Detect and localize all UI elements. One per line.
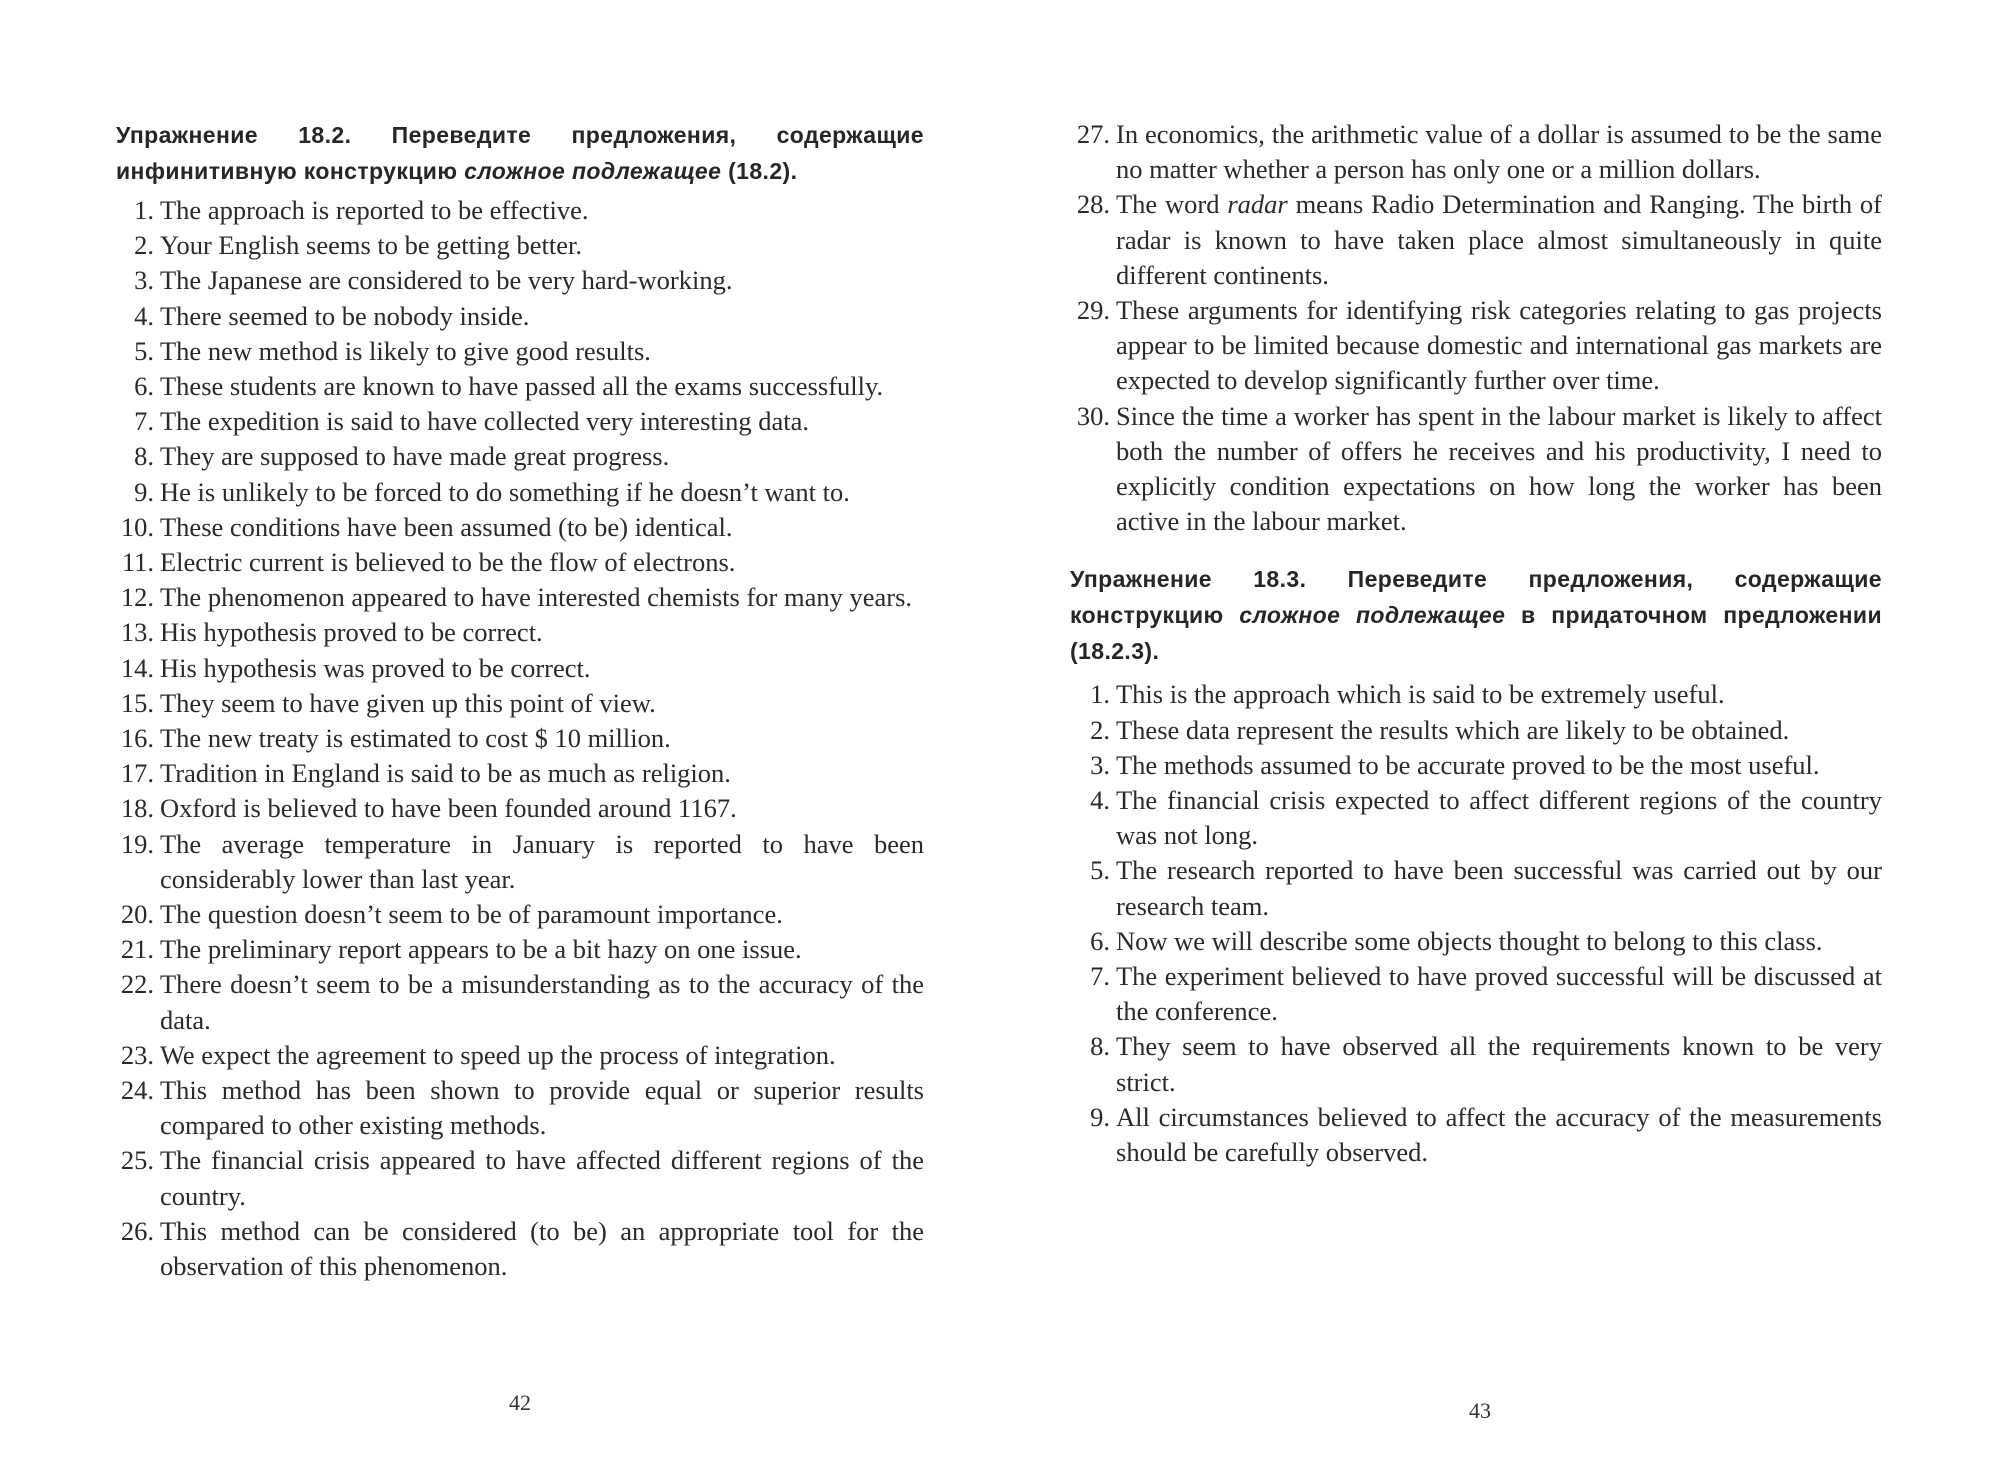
list-item [116, 475, 924, 510]
right-page [1000, 0, 2000, 1476]
item-number: 17. [120, 758, 154, 789]
item-number: 9. [1090, 1101, 1110, 1132]
item-number: 1. [134, 195, 154, 225]
item-number: 11. [121, 547, 154, 578]
item-number: 2. [1090, 714, 1110, 745]
item-text: His hypothesis proved to be correct. [160, 617, 543, 648]
item-number: 25. [120, 1145, 154, 1176]
item-text: His hypothesis was proved to be correct. [160, 652, 591, 683]
exercise-18-2-list-continued [1070, 117, 1882, 539]
heading-suffix: в придаточном предложении (18.2.3). [1070, 602, 1882, 665]
page-number-43: 43 [1469, 1398, 1491, 1423]
item-text: The phenomenon appeared to have interested chemists for many years. [160, 582, 913, 613]
list-item [116, 334, 924, 369]
exercise-18-2-list [116, 193, 924, 1284]
item-italic-term: radar [1227, 189, 1288, 220]
item-text: These arguments for identifying risk categories relating to gas projects appear to be limited because domestic and international gas markets are expected to develop significantly further over time. [1116, 295, 1882, 396]
list-item [1070, 677, 1882, 712]
item-text: Electric current is believed to be the flow of electrons. [160, 547, 736, 578]
item-number: 26. [120, 1215, 154, 1246]
list-item [116, 580, 924, 615]
list-item [1070, 1100, 1882, 1170]
item-text: They are supposed to have made great progress. [160, 441, 670, 472]
list-item [1070, 924, 1882, 959]
item-text: The research reported to have been successful was carried out by our research team. [1116, 855, 1882, 921]
item-number: 10. [120, 511, 154, 542]
item-text: The question doesn’t seem to be of paramount importance. [160, 899, 783, 930]
item-number: 3. [134, 265, 154, 296]
item-text: These conditions have been assumed (to be) identical. [160, 511, 733, 542]
item-text: The new treaty is estimated to cost $ 10 million. [160, 723, 671, 754]
item-text: This method has been shown to provide equal or superior results compared to other existing methods. [160, 1075, 924, 1141]
list-item [116, 1038, 924, 1073]
item-number: 12. [120, 582, 154, 613]
item-number: 1. [1090, 679, 1110, 710]
item-text: The Japanese are considered to be very hard-working. [160, 265, 733, 296]
item-text: The word [1116, 189, 1228, 220]
list-item [116, 967, 924, 1037]
item-text: Tradition in England is said to be as much as religion. [160, 758, 731, 789]
list-item [116, 404, 924, 439]
item-number: 7. [134, 406, 154, 437]
item-number: 30. [1076, 400, 1110, 431]
exercise-18-2-heading [116, 117, 924, 189]
item-text: The methods assumed to be accurate proved to be the most useful. [1116, 749, 1820, 780]
list-item [116, 615, 924, 650]
heading-emphasis: сложное подлежащее [1239, 602, 1506, 629]
list-item [116, 932, 924, 967]
list-item [1070, 713, 1882, 748]
list-item [116, 439, 924, 474]
list-item [116, 1214, 924, 1284]
item-number: 20. [120, 899, 154, 930]
heading-suffix: (18.2). [721, 158, 798, 184]
item-text: This is the approach which is said to be extremely useful. [1116, 679, 1725, 710]
list-item [116, 651, 924, 686]
item-number: 4. [134, 300, 154, 331]
item-number: 16. [120, 723, 154, 754]
item-number: 28. [1076, 189, 1110, 220]
list-item [116, 897, 924, 932]
item-text: Your English seems to be getting better. [160, 230, 583, 261]
item-number: 5. [134, 335, 154, 366]
item-number: 2. [134, 230, 154, 261]
item-number: 14. [120, 652, 154, 683]
item-number: 8. [1090, 1031, 1110, 1062]
exercise-18-3-list [1070, 677, 1882, 1170]
list-item [1070, 1029, 1882, 1099]
item-text: There seemed to be nobody inside. [160, 300, 530, 331]
item-text: Now we will describe some objects thought to belong to this class. [1116, 925, 1823, 956]
list-item [1070, 117, 1882, 187]
item-text: This method can be considered (to be) an appropriate tool for the observation of this phenomenon. [160, 1215, 924, 1282]
item-text: The new method is likely to give good results. [160, 335, 651, 366]
item-number: 5. [1090, 855, 1110, 886]
item-text: These students are known to have passed all the exams successfully. [160, 371, 884, 402]
page-number-42: 42 [509, 1390, 531, 1415]
item-text: The approach is reported to be effective. [160, 195, 589, 225]
exercise-18-3-heading [1070, 561, 1882, 669]
list-item [116, 228, 924, 263]
item-number: 24. [120, 1075, 154, 1106]
list-item [116, 193, 924, 228]
item-number: 15. [120, 687, 154, 718]
item-text: There doesn’t seem to be a misunderstanding as to the accuracy of the data. [160, 969, 924, 1035]
item-text: They seem to have given up this point of view. [160, 687, 656, 718]
item-text: The average temperature in January is reported to have been considerably lower than last year. [160, 828, 924, 894]
item-text: The experiment believed to have proved successful will be discussed at the conference. [1116, 961, 1882, 1027]
item-number: 3. [1090, 749, 1110, 780]
item-text: We expect the agreement to speed up the process of integration. [160, 1039, 836, 1070]
list-item [116, 1143, 924, 1213]
heading-text: Упражнение 18.3. Переведите предложения, содержащие конструкцию [1070, 566, 1882, 629]
item-number: 21. [120, 934, 154, 965]
list-item [1070, 959, 1882, 1029]
list-item [116, 369, 924, 404]
heading-text: Упражнение 18.2. Переведите предложения, содержащие инфинитивную конструкцию [116, 122, 924, 184]
item-text: All circumstances believed to affect the accuracy of the measurements should be carefully observed. [1116, 1101, 1882, 1168]
list-item [116, 791, 924, 826]
list-item [116, 827, 924, 897]
item-number: 13. [120, 617, 154, 648]
item-number: 29. [1076, 295, 1110, 326]
item-text: Oxford is believed to have been founded around 1167. [160, 793, 737, 824]
item-number: 7. [1090, 961, 1110, 992]
list-item [1070, 783, 1882, 853]
item-text: The expedition is said to have collected very interesting data. [160, 406, 810, 437]
item-text: The financial crisis appeared to have affected different regions of the country. [160, 1145, 924, 1211]
list-item [116, 545, 924, 580]
item-text: These data represent the results which are likely to be obtained. [1116, 714, 1790, 745]
list-item [116, 686, 924, 721]
item-text: means Radio Determination and Ranging. The birth of radar is known to have taken place almost simultaneously in quite different continents. [1116, 189, 1883, 290]
item-text: He is unlikely to be forced to do something if he doesn’t want to. [160, 476, 850, 507]
item-number: 9. [134, 476, 154, 507]
list-item [1070, 853, 1882, 923]
list-item [1070, 293, 1882, 399]
list-item [116, 1073, 924, 1143]
item-number: 19. [120, 828, 154, 859]
list-item [116, 263, 924, 298]
list-item [116, 510, 924, 545]
item-number: 6. [134, 371, 154, 402]
list-item [116, 721, 924, 756]
item-text: The financial crisis expected to affect different regions of the country was not long. [1116, 785, 1882, 851]
item-text: In economics, the arithmetic value of a dollar is assumed to be the same no matter whether a person has only one or a million dollars. [1116, 119, 1882, 185]
item-number: 23. [120, 1039, 154, 1070]
list-item [116, 299, 924, 334]
item-number: 8. [134, 441, 154, 472]
item-number: 6. [1090, 925, 1110, 956]
item-number: 4. [1090, 785, 1110, 816]
item-text: They seem to have observed all the requirements known to be very strict. [1116, 1031, 1882, 1097]
list-item [1070, 399, 1882, 540]
item-number: 18. [120, 793, 154, 824]
item-text: The preliminary report appears to be a bit hazy on one issue. [160, 934, 802, 965]
heading-emphasis: сложное подлежащее [464, 158, 722, 184]
item-number: 22. [120, 969, 154, 1000]
list-item [1070, 187, 1882, 293]
item-text: Since the time a worker has spent in the labour market is likely to affect both the number of offers he receives and his productivity, I need to explicitly condition expectations on how long the worker has been active in the labour market. [1116, 400, 1882, 537]
list-item [116, 756, 924, 791]
item-number: 27. [1076, 119, 1110, 149]
list-item [1070, 748, 1882, 783]
